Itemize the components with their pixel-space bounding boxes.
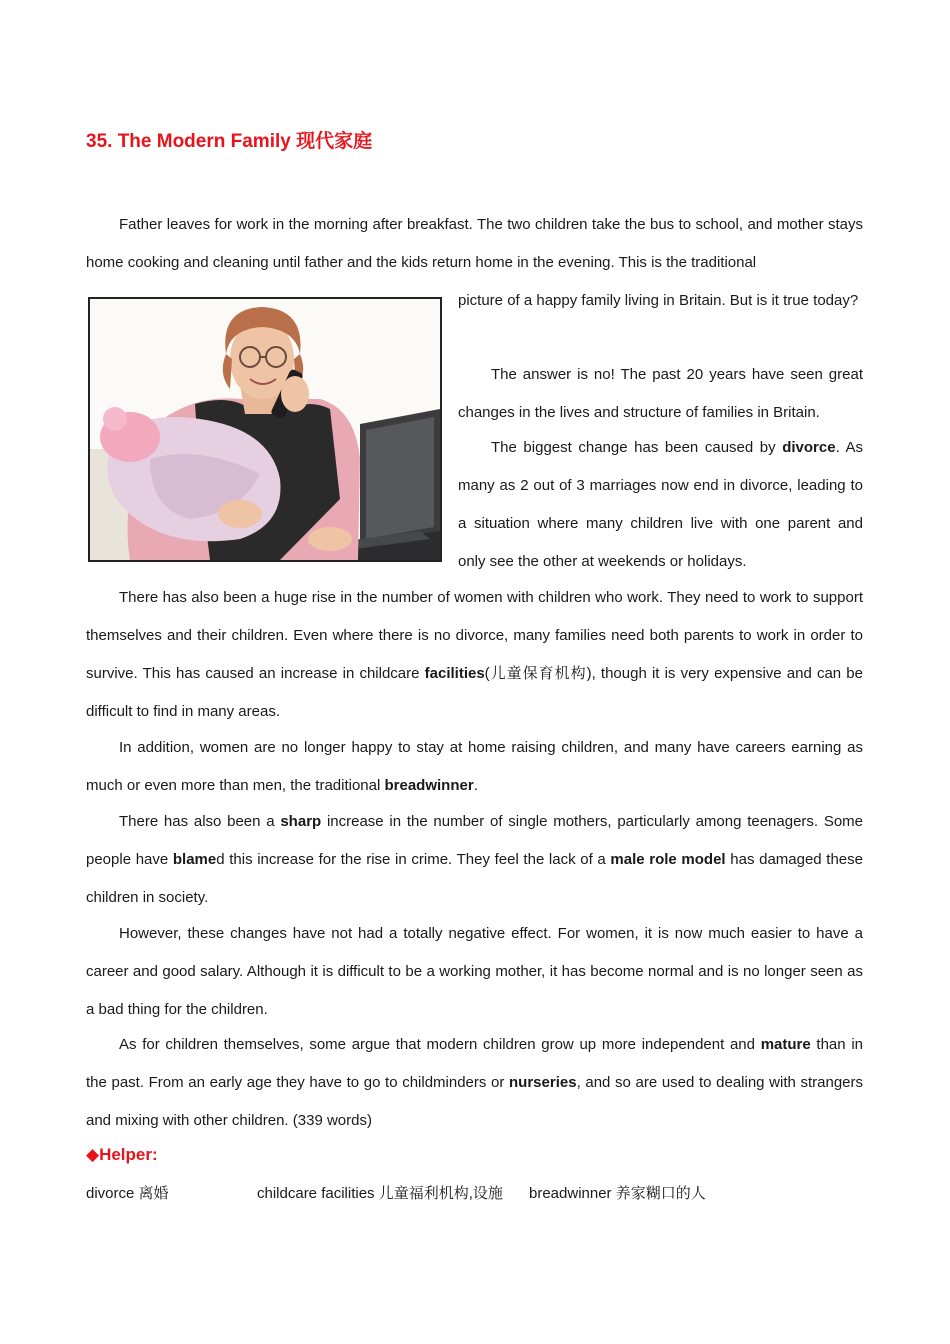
paragraph-careers-pre: In addition, women are no longer happy to stay at home raising children, and many have careers earning as much or even more than men, the traditional xyxy=(86,739,863,794)
document-title: 35. The Modern Family 现代家庭 xyxy=(86,131,373,152)
paragraph-side-3-post: . As many as 2 out of 3 marriages now end in divorce, leading to a situation where many children live with one parent and only see the other at weekends or holidays. xyxy=(458,439,863,570)
keyword-facilities: facilities xyxy=(424,665,485,682)
paragraph-single-mothers xyxy=(86,803,863,917)
paragraph-intro-text: Father leaves for work in the morning after breakfast. The two children take the bus to school, and mother stays home cooking and cleaning until father and the kids return home in the evening. This is the traditional xyxy=(86,216,863,271)
keyword-mature: mature xyxy=(760,1036,811,1053)
helper-heading: ◆Helper: xyxy=(86,1145,158,1164)
paragraph-children-d: , and so are used to dealing with strangers and mixing with other children. (339 words) xyxy=(86,1074,864,1129)
paragraph-children-a: As for children themselves, some argue that modern children grow up more independent and xyxy=(119,1036,761,1053)
paragraph-working-women xyxy=(86,579,863,731)
keyword-male-role-model: male role model xyxy=(610,851,726,868)
paragraph-side-3-pre: The biggest change has been caused by xyxy=(491,439,783,456)
paragraph-intro xyxy=(86,206,863,282)
paragraph-positive-effects xyxy=(86,915,863,1029)
paragraph-working-women-pre: There has also been a huge rise in the number of women with children who work. They need to work to support themselves and their children. Even where there is no divorce, many families need both parents to work in order to survive. This has caused an increase in childcare xyxy=(86,589,863,682)
paragraph-single-mothers-d: d this increase for the rise in crime. They feel the lack of a xyxy=(216,851,611,868)
paragraph-side-2-text: The answer is no! The past 20 years have seen great changes in the lives and structure of families in Britain. xyxy=(458,366,863,421)
paragraph-careers xyxy=(86,729,863,805)
keyword-divorce: divorce xyxy=(782,439,836,456)
vocab-item-breadwinner: breadwinner 养家糊口的人 xyxy=(529,1185,706,1202)
vocab-item-divorce: divorce 离婚 xyxy=(86,1185,169,1202)
paragraph-side-1-text: picture of a happy family living in Britain. But is it true today? xyxy=(458,292,859,309)
paragraph-working-women-post: (儿童保育机构), though it is very expensive and can be difficult to find in many areas. xyxy=(86,665,863,720)
paragraph-side-1 xyxy=(458,282,863,320)
paragraph-children xyxy=(86,1026,863,1140)
paragraph-single-mothers-c: increase in the number of single mothers, particularly among teenagers. Some people have xyxy=(86,813,864,868)
keyword-breadwinner: breadwinner xyxy=(384,777,474,794)
photo-illustration xyxy=(90,299,440,560)
paragraph-side-3 xyxy=(458,429,863,581)
vocab-item-childcare: childcare facilities 儿童福利机构,设施 xyxy=(257,1185,503,1202)
paragraph-single-mothers-a: There has also been a xyxy=(119,813,281,830)
keyword-blame: blame xyxy=(172,851,217,868)
paragraph-careers-post: . xyxy=(473,777,478,794)
paragraph-single-mothers-e: has damaged these children in society. xyxy=(86,851,863,906)
keyword-nurseries: nurseries xyxy=(509,1074,577,1091)
paragraph-side-2 xyxy=(458,356,863,432)
paragraph-positive-effects-text: However, these changes have not had a totally negative effect. For women, it is now much easier to have a career and good salary. Although it is difficult to be a working mother, it has become normal and is no longer seen as a bad thing for the children. xyxy=(86,925,863,1018)
mother-baby-laptop-photo xyxy=(88,297,442,562)
paragraph-children-c: than in the past. From an early age they have to go to childminders or xyxy=(86,1036,863,1091)
keyword-sharp: sharp xyxy=(280,813,322,830)
